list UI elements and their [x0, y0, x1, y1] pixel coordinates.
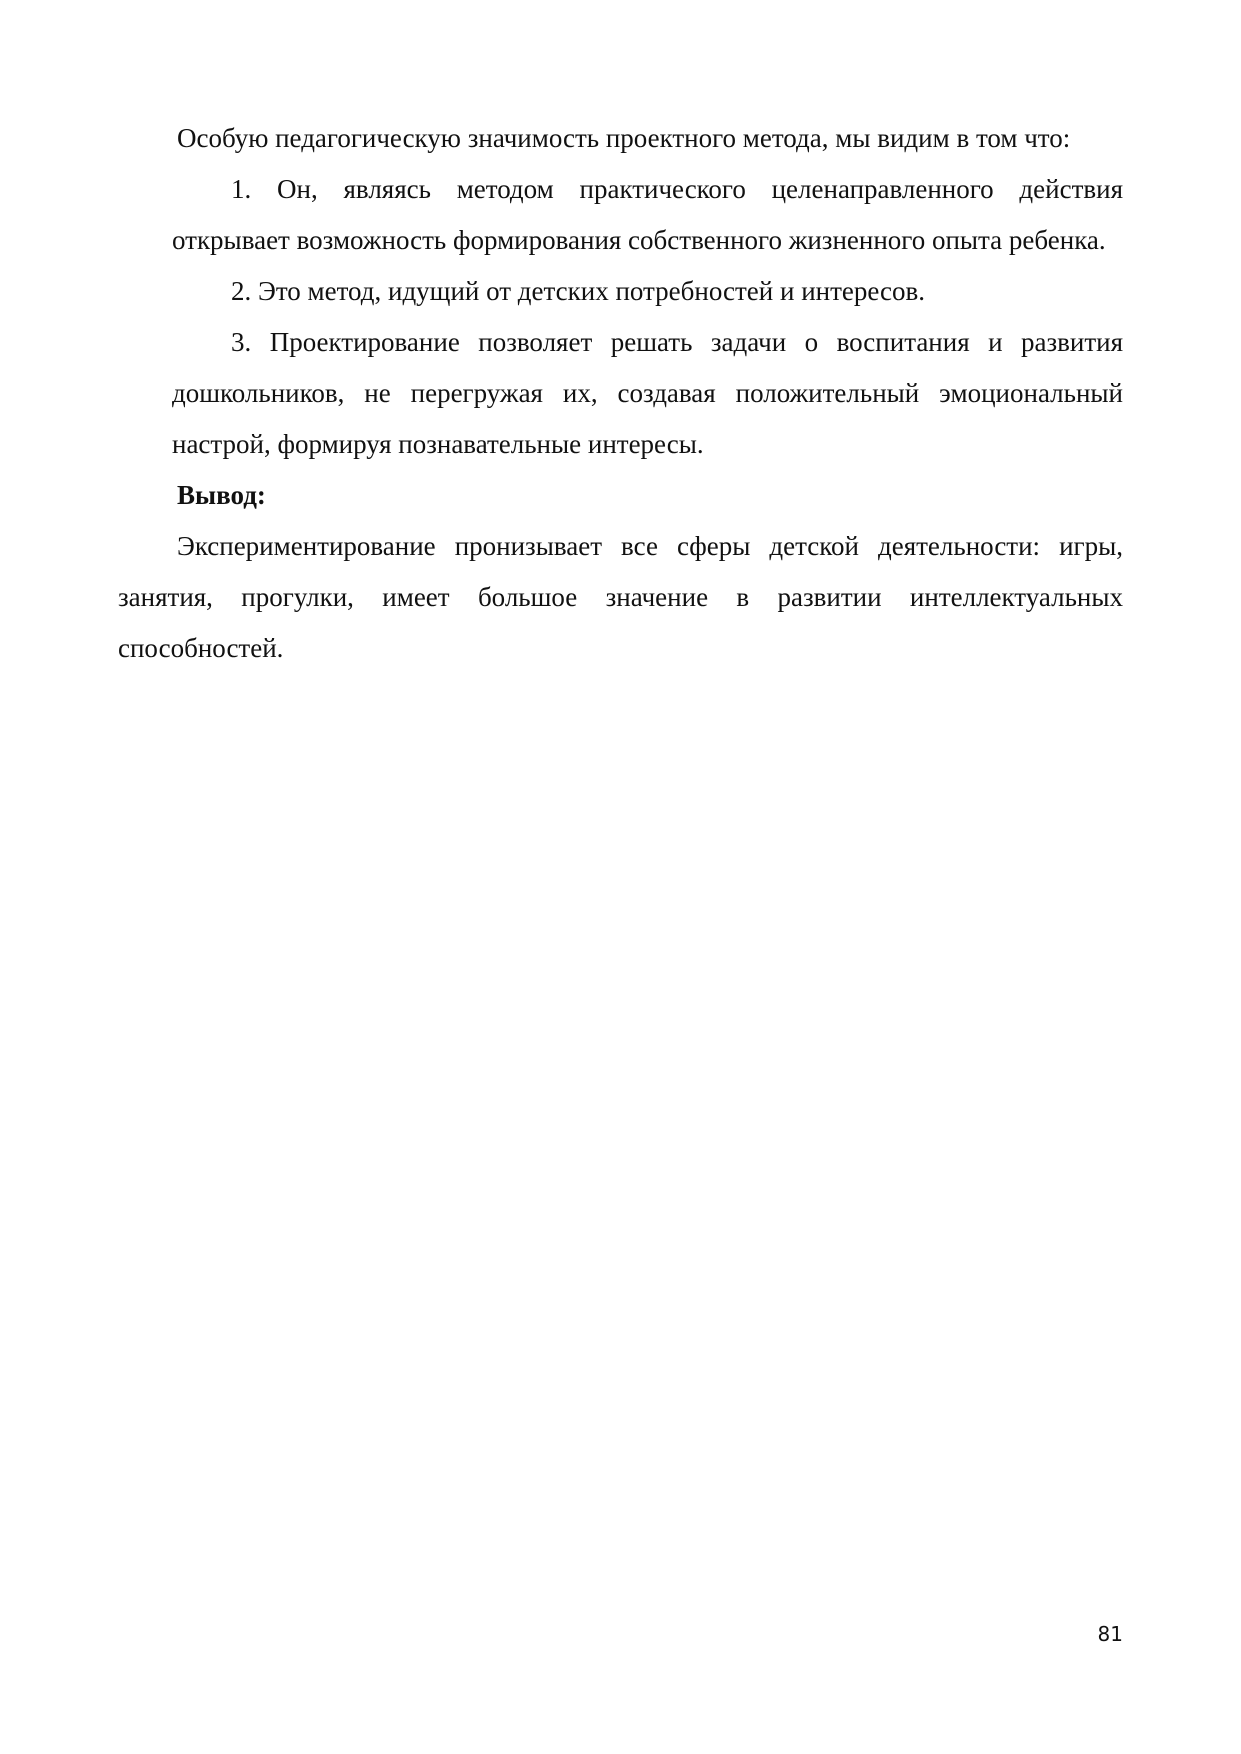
conclusion-paragraph: Экспериментирование пронизывает все сферы детской деятельности: игры, занятия, прогулки, имеет большое значение в развитии интеллектуальных способностей.	[118, 531, 1123, 663]
conclusion-heading: Вывод:	[177, 480, 266, 510]
page-number: 81	[1097, 1622, 1123, 1646]
intro-paragraph: Особую педагогическую значимость проектного метода, мы видим в том что:	[177, 123, 1071, 153]
list-item-number: 1.	[231, 174, 252, 204]
document-body	[118, 113, 1123, 674]
list-item	[172, 266, 1123, 317]
list-item-text: Он, являясь методом практического целенаправленного действия открывает возможность формирования собственного жизненного опыта ребенка.	[172, 174, 1123, 255]
list-item	[172, 164, 1123, 266]
list-item-number: 3.	[231, 327, 252, 357]
list-item-text: Это метод, идущий от детских потребностей и интересов.	[258, 276, 926, 306]
numbered-list	[118, 164, 1123, 470]
list-item	[172, 317, 1123, 470]
list-item-text: Проектирование позволяет решать задачи о воспитания и развития дошкольников, не перегружая их, создавая положительный эмоциональный настрой, формируя познавательные интересы.	[172, 327, 1124, 459]
list-item-number: 2.	[231, 276, 252, 306]
